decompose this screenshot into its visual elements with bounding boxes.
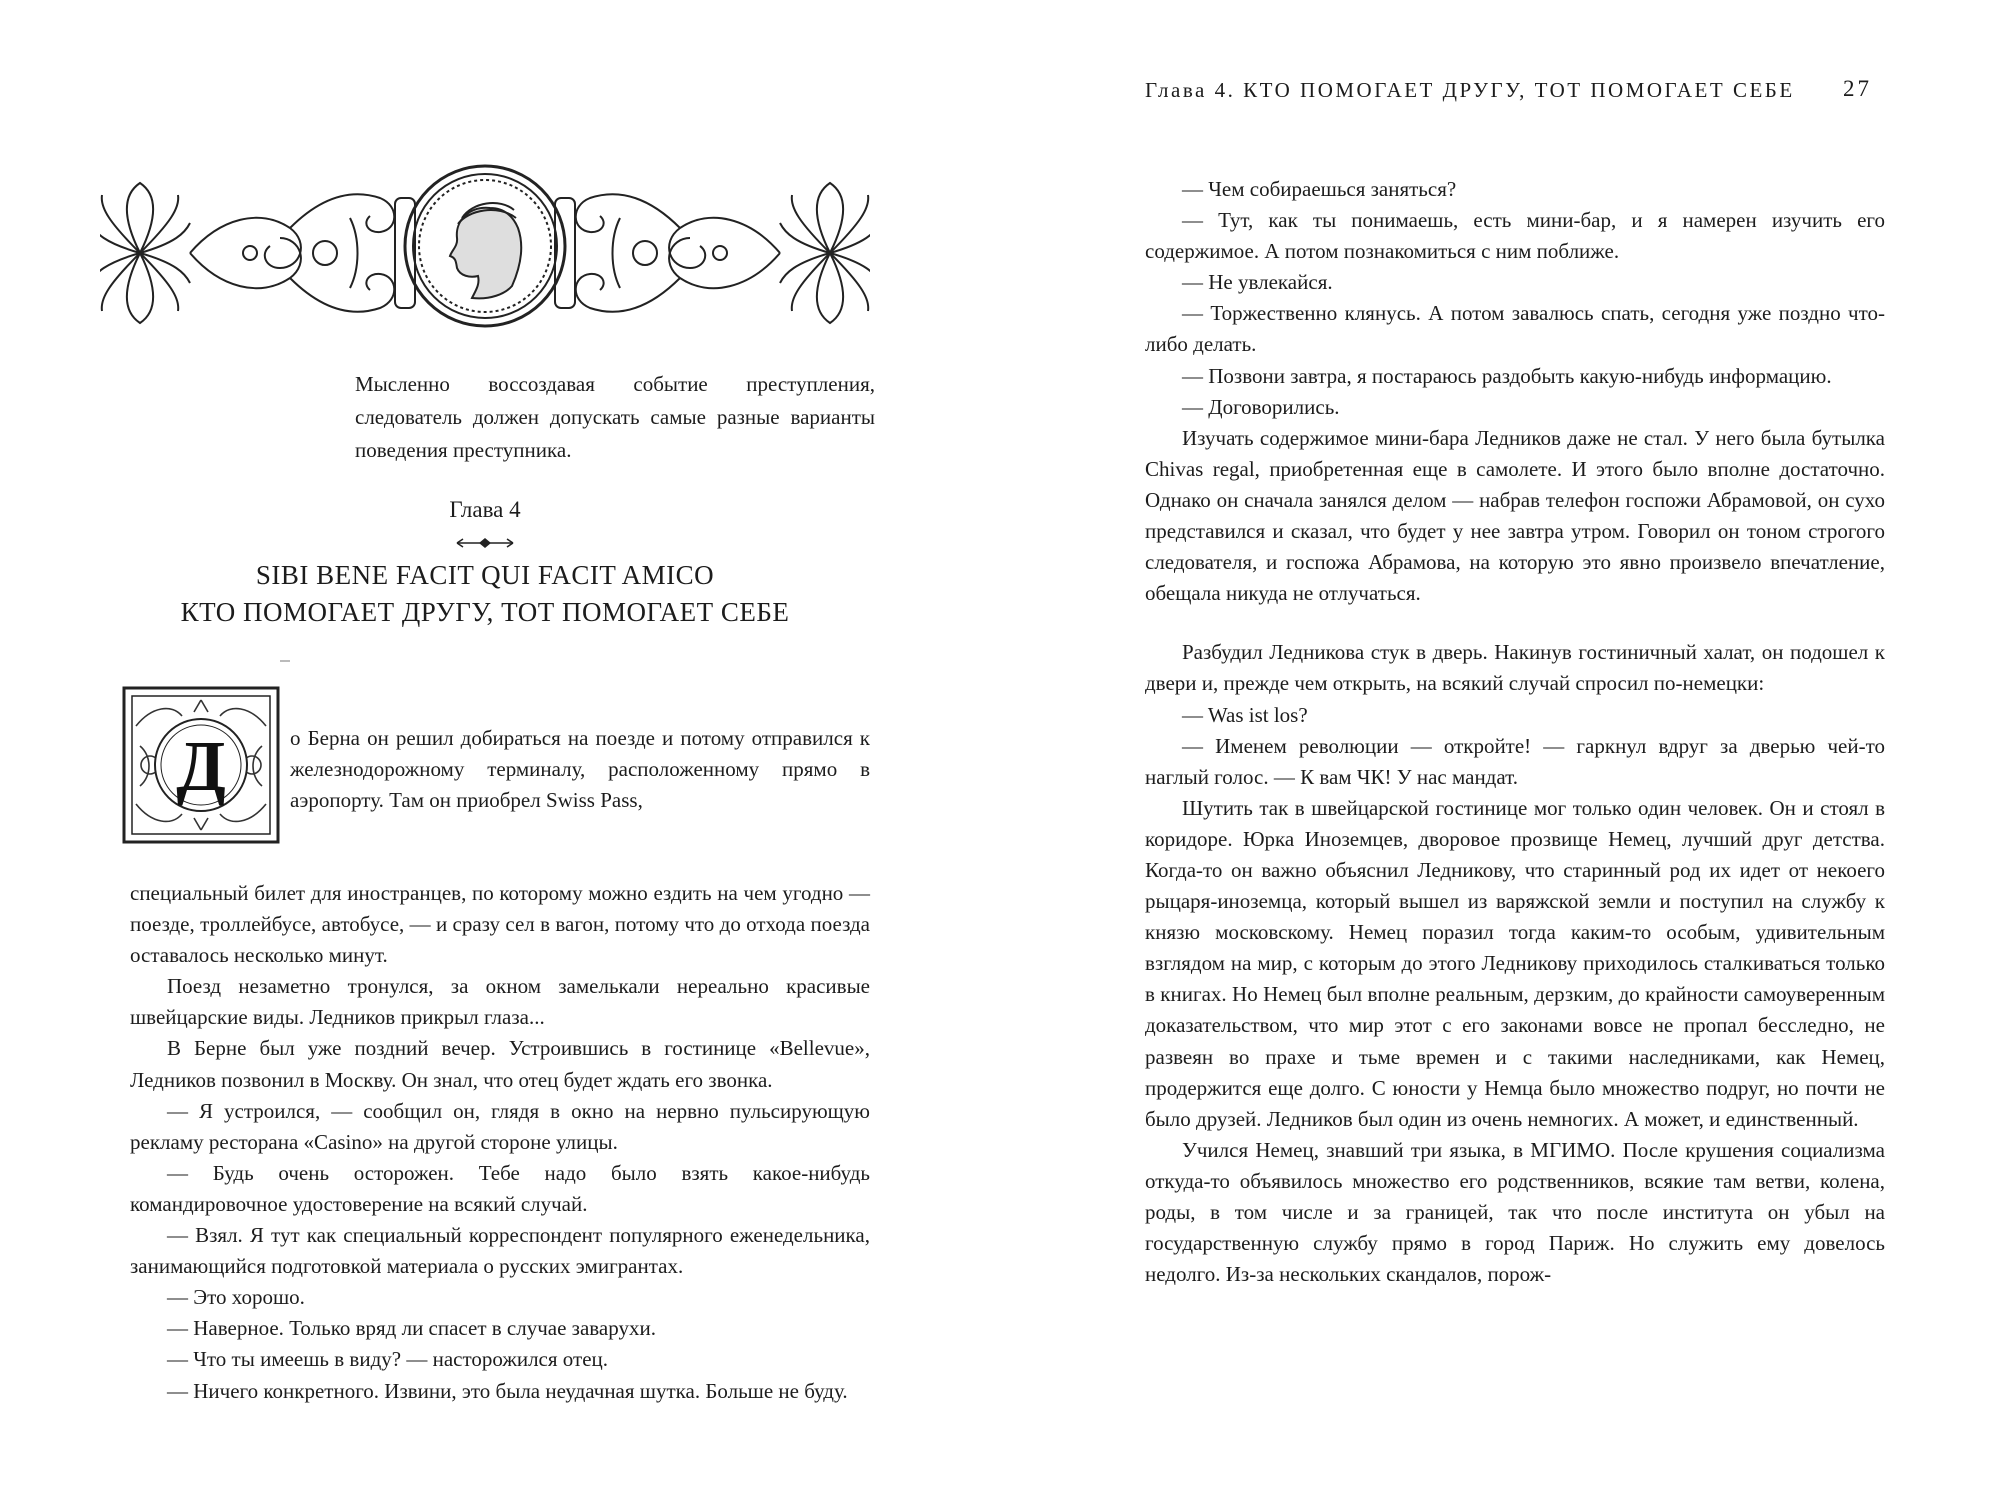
- page-number: 27: [1843, 76, 1872, 101]
- dialogue-line: — Что ты имеешь в виду? — насторожился отец.: [167, 1347, 608, 1372]
- drop-cap-ornament: [122, 686, 280, 844]
- chapter-label: Глава 4: [449, 497, 521, 522]
- section-break: [1145, 609, 1885, 637]
- right-palmette: [780, 183, 870, 323]
- running-header: Глава 4. КТО ПОМОГАЕТ ДРУГУ, ТОТ ПОМОГАЕТ СЕБЕ: [1145, 78, 1795, 102]
- paragraph: Учился Немец, знавший три языка, в МГИМО. После крушения социализма откуда-то объявилось множество его родственников, всякие там ветви, колена, роды, в том числе и за границей, так что после института он убыл на государственную службу прямо в город Париж. Но служить ему довелось недолго. Из-за нескольких скандалов, порож-: [1145, 1137, 1885, 1287]
- dialogue-line: — Тут, как ты понимаешь, есть мини-бар, и я намерен изучить его содержимое. А потом познакомиться с ним поближе.: [1145, 208, 1885, 264]
- chapter-title-russian: КТО ПОМОГАЕТ ДРУГУ, ТОТ ПОМОГАЕТ СЕБЕ: [180, 597, 790, 627]
- chapter-title-latin: SIBI BENE FACIT QUI FACIT AMICO: [255, 560, 715, 590]
- left-palmette: [100, 183, 190, 323]
- dialogue-line: — Это хорошо.: [167, 1285, 305, 1310]
- paragraph: В Берне был уже поздний вечер. Устроившись в гостинице «Bellevue», Ледников позвонил в Москву. Он знал, что отец будет ждать его звонка.: [130, 1036, 870, 1092]
- drop-cap-letter: Д: [176, 726, 226, 806]
- dialogue-line: — Будь очень осторожен. Тебе надо было взять какое-нибудь командировочное удостоверение на всякий случай.: [130, 1160, 870, 1216]
- paragraph: Поезд незаметно тронулся, за окном замелькали нереально красивые швейцарские виды. Ледников прикрыл глаза...: [130, 974, 870, 1030]
- dialogue-line: — Was ist los?: [1182, 702, 1308, 727]
- first-paragraph-top: [290, 723, 870, 816]
- dialogue-line: — Я устроился, — сообщил он, глядя в окно на нервно пульсирующую рекламу ресторана «Casino» на другой стороне улицы.: [130, 1098, 870, 1154]
- left-body-text: [130, 878, 870, 1407]
- paragraph: Разбудил Ледникова стук в дверь. Накинув гостиничный халат, он подошел к двери и, прежде чем открыть, на всякий случай спросил по-немецки:: [1145, 640, 1885, 696]
- right-body-text: [1145, 174, 1885, 1290]
- medallion: [405, 166, 565, 326]
- paragraph: Изучать содержимое мини-бара Ледников даже не стал. У него была бутылка Chivas regal, приобретенная еще в самолете. И этого было вполне достаточно. Однако он сначала занялся делом — набрав телефон госпожи Абрамовой, он сухо представился и сказал, что будет у нее завтра утром. Говорил он тоном строгого следователя, и госпожа Абрамова, на которую это явно произвело впечатление, обещала никуда не отлучаться.: [1145, 425, 1885, 606]
- first-paragraph-continuation: специальный билет для иностранцев, по которому можно ездить на чем угодно — поезде, троллейбусе, автобусе, — и сразу сел в вагон, потому что до отхода поезда оставалось несколько минут.: [130, 881, 870, 968]
- paragraph: Шутить так в швейцарской гостинице мог только один человек. Он и стоял в коридоре. Юрка Иноземцев, дворовое прозвище Немец, лучший друг детства. Когда-то он важно объяснил Ледникову, что старинный род их идет от некоего рыцаря-иноземца, который вышел из варяжской земли и поступил на службу к князю московскому. Немец поразил тогда каким-то особым, удивительным взглядом на мир, с которым до этого Ледникову приходилось сталкиваться только в книгах. Но Немец был вполне реальным, дерзким, до крайности самоуверенным доказательством, что мир этот с его законами вовсе не пропал бесследно, не развеян во прахе и тьме времен и с такими наследниками, как Немец, продержится еще долго. С юности у Немца было множество подруг, но почти не было друзей. Ледников был один из очень немногих. А может, и единственный.: [1145, 795, 1885, 1131]
- dialogue-line: — Не увлекайся.: [1182, 270, 1333, 295]
- separator-mark: [280, 660, 290, 662]
- epigraph: Мысленно воссоздавая событие преступления, следователь должен допускать самые разные варианты поведения преступника.: [355, 372, 875, 462]
- dialogue-line: — Позвони завтра, я постараюсь раздобыть какую-нибудь информацию.: [1182, 363, 1832, 388]
- dialogue-line: — Ничего конкретного. Извини, это была неудачная шутка. Больше не буду.: [167, 1378, 848, 1403]
- dialogue-line: — Торжественно клянусь. А потом завалюсь спать, сегодня уже поздно что-либо делать.: [1145, 301, 1885, 357]
- chapter-divider-icon: [455, 536, 515, 550]
- first-paragraph-start: о Берна он решил добираться на поезде и потому отправился к железнодорожному терминалу, расположенному прямо в аэропорту. Там он приобрел Swiss Pass,: [290, 726, 870, 813]
- right-scrolls: [576, 194, 780, 312]
- left-scrolls: [190, 194, 394, 312]
- laurel-medallion-ornament: [100, 158, 870, 333]
- dialogue-line: — Договорились.: [1182, 394, 1340, 419]
- dialogue-line: — Именем революции — откройте! — гаркнул вдруг за дверью чей-то наглый голос. — К вам ЧК! У нас мандат.: [1145, 733, 1885, 789]
- dialogue-line: — Чем собираешься заняться?: [1182, 177, 1457, 201]
- dialogue-line: — Взял. Я тут как специальный корреспондент популярного еженедельника, занимающийся подготовкой материала о русских эмигрантах.: [130, 1223, 870, 1279]
- dialogue-line: — Наверное. Только вряд ли спасет в случае заварухи.: [167, 1316, 656, 1341]
